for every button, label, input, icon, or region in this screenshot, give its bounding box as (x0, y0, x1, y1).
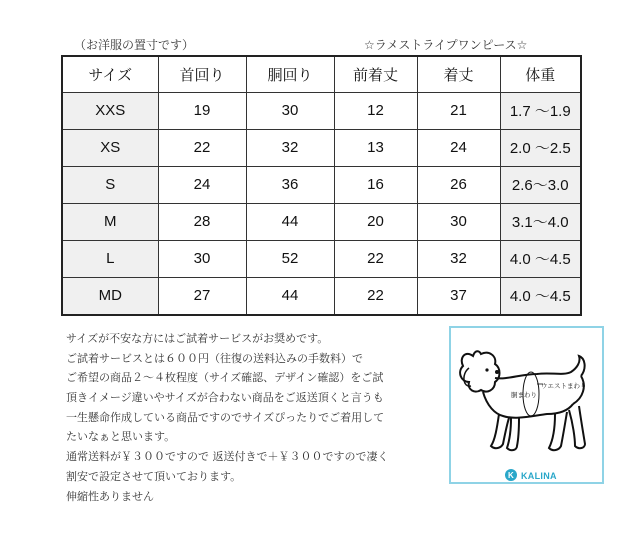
size-cell: MD (62, 277, 158, 315)
waist-label: ウエストまわり (541, 382, 587, 390)
table-header-row (62, 56, 581, 93)
table-cell: 30 (417, 203, 500, 240)
table-cell: 4.0 ～4.5 (500, 240, 581, 277)
header-chest: 胴回り (246, 56, 334, 93)
measurement-illustration (449, 326, 604, 484)
girth-label: 胴まわり (511, 391, 537, 399)
table-cell: 12 (334, 93, 417, 130)
table-row (62, 240, 581, 277)
header-weight: 体重 (500, 56, 581, 93)
table-cell: 24 (158, 166, 246, 203)
header-length: 着丈 (417, 56, 500, 93)
table-cell: 44 (246, 203, 334, 240)
table-row (62, 129, 581, 166)
table-cell: 52 (246, 240, 334, 277)
table-row (62, 277, 581, 315)
table-cell: 32 (417, 240, 500, 277)
note-line: 一生懸命作成している商品ですのでサイズぴったりでご着用して (66, 410, 385, 424)
header-front-length: 前着丈 (334, 56, 417, 93)
note-line: たいなぁと思います。 (66, 430, 176, 444)
size-cell: S (62, 166, 158, 203)
size-cell: L (62, 240, 158, 277)
note-line: 通常送料が￥３００ですので 返送付きで＋￥３００ですので凄く (66, 450, 389, 464)
table-cell: 4.0 ～4.5 (500, 277, 581, 315)
table-cell: 16 (334, 166, 417, 203)
table-row (62, 166, 581, 203)
note-line: ご試着サービスとは６００円（往復の送料込みの手数料）で (66, 351, 363, 365)
size-cell: XS (62, 129, 158, 166)
table-row (62, 93, 581, 130)
note-line: ご希望の商品２～４枚程度（サイズ確認、デザイン確認）をご試 (66, 371, 384, 385)
table-cell: 22 (334, 277, 417, 315)
notes-block (66, 329, 446, 506)
dog-outline-icon (451, 328, 602, 482)
table-cell: 28 (158, 203, 246, 240)
note-line: 割安で設定させて頂いております。 (66, 469, 242, 483)
table-cell: 36 (246, 166, 334, 203)
note-line: 伸縮性ありません (66, 489, 154, 503)
table-cell: 26 (417, 166, 500, 203)
table-cell: 24 (417, 129, 500, 166)
size-table (61, 55, 582, 316)
table-cell: 3.1～4.0 (500, 203, 581, 240)
note-line: サイズが不安な方にはご試着サービスがお奨めです。 (66, 332, 329, 345)
header-size: サイズ (62, 56, 158, 93)
table-row (62, 203, 581, 240)
table-cell: 44 (246, 277, 334, 315)
table-cell: 2.0 ～2.5 (500, 129, 581, 166)
svg-text:K: K (508, 471, 514, 480)
table-cell: 20 (334, 203, 417, 240)
table-cell: 30 (158, 240, 246, 277)
table-cell: 22 (334, 240, 417, 277)
size-cell: M (62, 203, 158, 240)
header-neck: 首回り (158, 56, 246, 93)
table-cell: 1.7 ～1.9 (500, 93, 581, 130)
table-cell: 27 (158, 277, 246, 315)
size-cell: XXS (62, 93, 158, 130)
caption-left: （お洋服の置寸です） (74, 38, 195, 52)
product-title: ☆ラメストライプワンピース☆ (364, 38, 528, 52)
table-cell: 32 (246, 129, 334, 166)
table-cell: 22 (158, 129, 246, 166)
table-cell: 37 (417, 277, 500, 315)
table-cell: 21 (417, 93, 500, 130)
table-cell: 13 (334, 129, 417, 166)
table-cell: 30 (246, 93, 334, 130)
brand-logo: KALINA (521, 471, 557, 481)
table-cell: 19 (158, 93, 246, 130)
table-cell: 2.6～3.0 (500, 166, 581, 203)
note-line: 頂きイメージ違いやサイズが合わない商品をご返送頂くと言うも (66, 391, 384, 405)
